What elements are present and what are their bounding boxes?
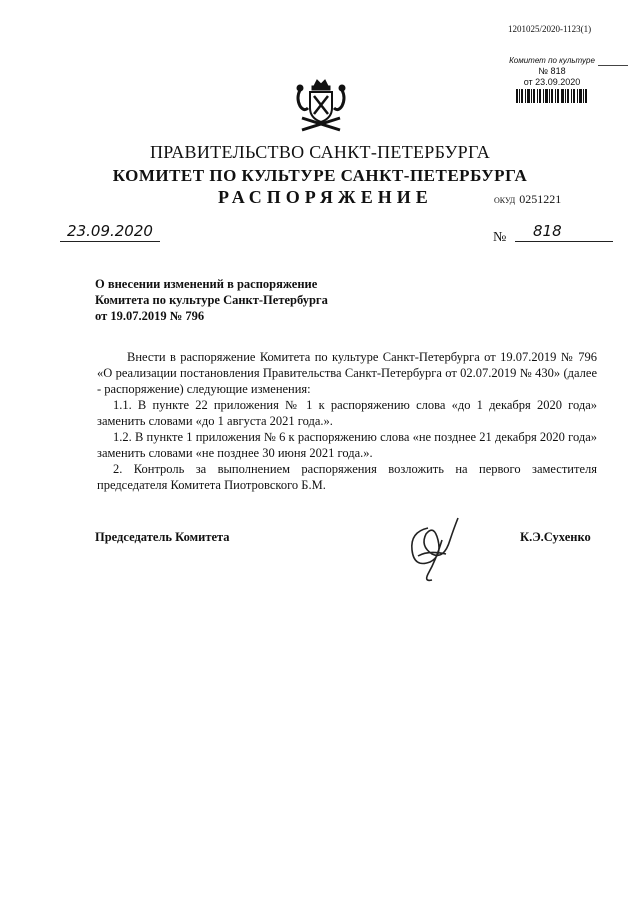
- signer-title: Председатель Комитета: [95, 530, 230, 544]
- subject-line: от 19.07.2019 № 796: [95, 309, 205, 323]
- body-item-1-2: 1.2. В пункте 1 приложения № 6 к распоряжению слова «не позднее 21 декабря 2020 года» заменить словами «не позднее 30 июня 2021 года.».: [97, 430, 597, 460]
- government-title: ПРАВИТЕЛЬСТВО САНКТ-ПЕТЕРБУРГА: [149, 142, 491, 162]
- document-date: 23.09.2020: [60, 222, 160, 242]
- stamp-committee: Комитет по культуре: [509, 56, 595, 65]
- registration-stamp: [507, 55, 597, 103]
- handwritten-signature: [398, 510, 468, 590]
- document-id: 1201025/2020-1123(1): [508, 24, 592, 34]
- document-number: 818: [515, 222, 613, 242]
- okud-value: 0251221: [519, 192, 562, 206]
- signer-name: К.Э.Сухенко: [520, 530, 591, 544]
- body-intro: Внести в распоряжение Комитета по культуре Санкт-Петербурга от 19.07.2019 № 796 «О реализации постановления Правительства Санкт-Петербурга от 02.07.2019 № 430» (далее - распоряжение) следующие изменения:: [97, 350, 597, 396]
- committee-title: КОМИТЕТ ПО КУЛЬТУРЕ САНКТ-ПЕТЕРБУРГА: [112, 166, 528, 185]
- subject-line: Комитета по культуре Санкт-Петербурга: [95, 293, 328, 307]
- document-subject: [95, 276, 415, 324]
- document-type: РАСПОРЯЖЕНИЕ: [218, 187, 433, 207]
- number-sign: №: [493, 230, 507, 245]
- stamp-number: № 818: [538, 66, 566, 76]
- body-item-1-1: 1.1. В пункте 22 приложения № 1 к распоряжению слова «до 1 декабря 2020 года» заменить словами «до 1 августа 2021 года.».: [97, 398, 597, 428]
- subject-line: О внесении изменений в распоряжение: [95, 277, 318, 291]
- coat-of-arms-icon: [292, 78, 350, 138]
- okud-code: [494, 192, 561, 207]
- body-item-2: 2. Контроль за выполнением распоряжения возложить на первого заместителя председателя Комитета Пиотровского Б.М.: [97, 462, 597, 492]
- stamp-dash: [598, 65, 628, 66]
- okud-label: ОКУД: [494, 196, 516, 205]
- barcode-icon: [516, 89, 588, 103]
- document-body: [97, 349, 597, 493]
- stamp-date: от 23.09.2020: [523, 77, 581, 87]
